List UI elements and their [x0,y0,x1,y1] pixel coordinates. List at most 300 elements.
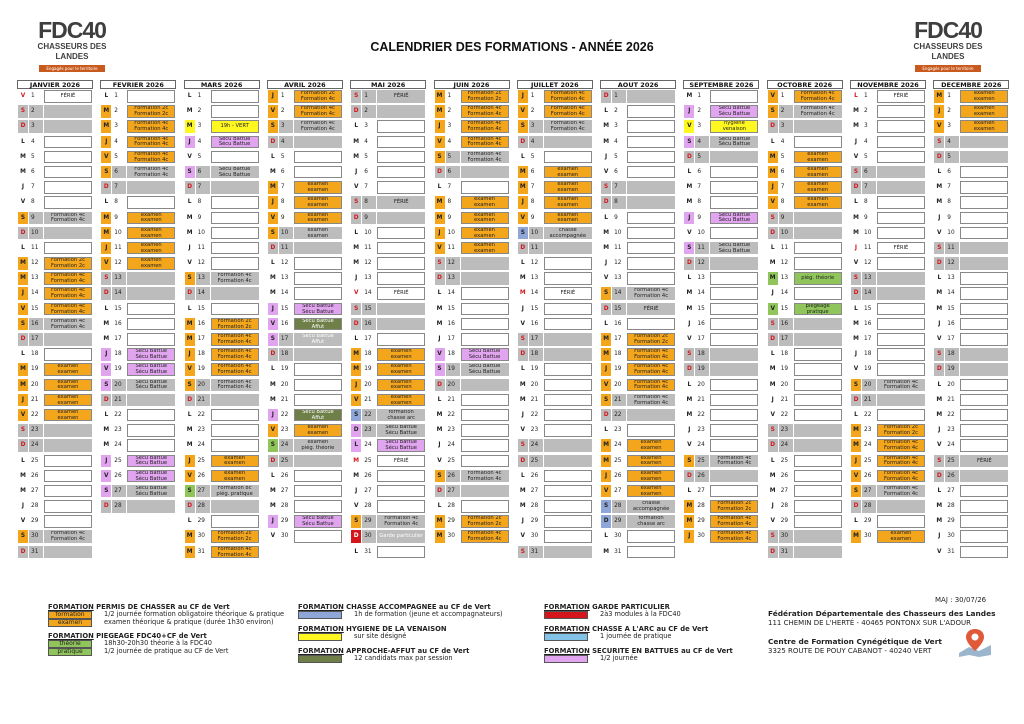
day-event[interactable] [794,470,842,483]
day-event[interactable] [960,348,1008,361]
day-event[interactable] [294,151,342,164]
day-event[interactable]: examen examen [44,394,92,407]
day-event[interactable] [377,166,425,179]
day-event[interactable] [960,379,1008,392]
day-event[interactable]: Sécu Battue Sécu Battue [127,348,175,361]
day-event[interactable]: Formation 4c Formation 4c [211,348,259,361]
day-event[interactable]: Formation 4c Formation 4c [211,546,259,559]
day-event[interactable]: Sécu Battue Sécu Battue [710,105,758,118]
day-event[interactable]: examen examen [211,455,259,468]
day-event[interactable]: Sécu Battue Sécu Battue [127,485,175,498]
day-event[interactable] [544,530,592,543]
day-event[interactable]: Formation 4c Formation 4c [544,105,592,118]
day-event[interactable]: Formation 4c Formation 4c [877,379,925,392]
day-event[interactable] [211,303,259,316]
day-event[interactable]: Formation 4c Formation 4c [461,530,509,543]
day-event[interactable] [377,333,425,346]
day-event[interactable] [794,318,842,331]
day-event[interactable] [211,287,259,300]
day-event[interactable] [44,333,92,346]
day-event[interactable]: Formation 4c Formation 4c [710,530,758,543]
day-event[interactable] [794,227,842,240]
day-event[interactable] [544,136,592,149]
day-event[interactable] [794,485,842,498]
day-event[interactable]: examen examen [794,181,842,194]
day-event[interactable] [794,212,842,225]
day-event[interactable]: examen examen [627,455,675,468]
day-event[interactable] [960,151,1008,164]
day-event[interactable]: examen examen [627,485,675,498]
day-event[interactable] [877,105,925,118]
day-event[interactable] [877,212,925,225]
day-event[interactable] [294,485,342,498]
day-event[interactable] [44,515,92,528]
day-event[interactable]: FÉRIÉ [627,303,675,316]
day-event[interactable] [960,530,1008,543]
day-event[interactable]: examen examen [377,348,425,361]
day-event[interactable] [127,409,175,422]
day-event[interactable]: examen examen [544,181,592,194]
day-event[interactable] [877,303,925,316]
day-event[interactable] [211,394,259,407]
day-event[interactable]: examen examen [294,424,342,437]
day-event[interactable] [627,166,675,179]
day-event[interactable] [544,303,592,316]
day-event[interactable]: Formation 4c Formation 4c [710,515,758,528]
day-event[interactable] [627,120,675,133]
day-event[interactable]: Formation 4c Formation 4c [794,105,842,118]
day-event[interactable]: Formation 2c Formation 2c [877,424,925,437]
day-event[interactable]: Formation 2c Formation 4c [294,90,342,103]
day-event[interactable]: Formation 4c Formation 4c [544,120,592,133]
day-event[interactable] [960,212,1008,225]
day-event[interactable]: Formation 4c Formation 4c [294,120,342,133]
day-event[interactable] [44,151,92,164]
day-event[interactable] [877,287,925,300]
day-event[interactable]: examen examen [960,105,1008,118]
day-event[interactable] [960,515,1008,528]
day-event[interactable]: FÉRIÉ [377,90,425,103]
day-event[interactable] [627,424,675,437]
day-event[interactable]: Formation 2c Formation 2c [461,515,509,528]
day-event[interactable] [544,409,592,422]
day-event[interactable] [960,318,1008,331]
day-event[interactable] [211,424,259,437]
day-event[interactable] [877,363,925,376]
day-event[interactable] [44,455,92,468]
day-event[interactable] [377,303,425,316]
day-event[interactable]: Formation 2c Formation 2c [211,530,259,543]
day-event[interactable]: Formation 4c Formation 4c [544,90,592,103]
day-event[interactable] [377,257,425,270]
day-event[interactable]: FÉRIÉ [877,242,925,255]
day-event[interactable] [794,394,842,407]
day-event[interactable] [794,348,842,361]
day-event[interactable] [461,318,509,331]
day-event[interactable]: Formation 4c Formation 4c [461,120,509,133]
day-event[interactable] [544,348,592,361]
day-event[interactable] [960,166,1008,179]
day-event[interactable] [544,242,592,255]
day-event[interactable]: Formation 4c Formation 4c [44,318,92,331]
day-event[interactable] [294,257,342,270]
day-event[interactable] [377,546,425,559]
day-event[interactable]: Formation 4c Formation 4c [627,379,675,392]
day-event[interactable] [544,363,592,376]
day-event[interactable]: piég. théorie [794,272,842,285]
day-event[interactable] [377,318,425,331]
day-event[interactable]: examen examen [794,151,842,164]
day-event[interactable] [627,318,675,331]
day-event[interactable] [377,470,425,483]
day-event[interactable] [960,409,1008,422]
day-event[interactable] [377,242,425,255]
day-event[interactable]: Formation 4c Formation 4c [294,105,342,118]
day-event[interactable]: Formation 4c Formation 4c [127,151,175,164]
day-event[interactable]: Sécu Battue Sécu Battue [127,455,175,468]
day-event[interactable] [544,455,592,468]
day-event[interactable] [294,500,342,513]
day-event[interactable] [377,485,425,498]
day-event[interactable] [461,303,509,316]
day-event[interactable]: FÉRIÉ [377,455,425,468]
day-event[interactable] [627,151,675,164]
day-event[interactable]: examen piég. théorie [294,439,342,452]
day-event[interactable]: Formation 4c Formation 4c [877,439,925,452]
day-event[interactable] [544,485,592,498]
day-event[interactable] [627,105,675,118]
day-event[interactable] [960,363,1008,376]
day-event[interactable] [960,500,1008,513]
day-event[interactable] [44,470,92,483]
day-event[interactable]: examen examen [461,196,509,209]
day-event[interactable]: piégeage pratique [794,303,842,316]
day-event[interactable] [627,90,675,103]
day-event[interactable] [544,439,592,452]
day-event[interactable] [877,318,925,331]
day-event[interactable]: examen examen [960,120,1008,133]
day-event[interactable] [960,257,1008,270]
day-event[interactable] [627,546,675,559]
day-event[interactable]: Sécu Battue Sécu Battue [710,212,758,225]
day-event[interactable] [44,196,92,209]
day-event[interactable] [44,546,92,559]
day-event[interactable] [960,485,1008,498]
day-event[interactable]: Formation 4c Formation 4c [127,166,175,179]
day-event[interactable] [794,515,842,528]
day-event[interactable] [710,227,758,240]
day-event[interactable] [44,227,92,240]
day-event[interactable] [377,151,425,164]
day-event[interactable]: Sécu Battue Sécu Battue [461,363,509,376]
day-event[interactable] [710,303,758,316]
day-event[interactable] [710,333,758,346]
day-event[interactable] [461,500,509,513]
day-event[interactable] [794,379,842,392]
day-event[interactable]: examen examen [294,227,342,240]
day-event[interactable] [544,394,592,407]
day-event[interactable] [794,455,842,468]
day-event[interactable] [627,212,675,225]
day-event[interactable]: examen examen [211,470,259,483]
day-event[interactable] [794,409,842,422]
day-event[interactable] [877,166,925,179]
day-event[interactable]: Formation 4c Formation 4c [877,470,925,483]
day-event[interactable] [794,363,842,376]
day-event[interactable]: FÉRIÉ [377,287,425,300]
day-event[interactable] [710,287,758,300]
day-event[interactable] [627,181,675,194]
day-event[interactable] [211,90,259,103]
day-event[interactable] [211,257,259,270]
day-event[interactable]: FÉRIÉ [377,196,425,209]
day-event[interactable] [960,333,1008,346]
day-event[interactable] [544,546,592,559]
day-event[interactable] [710,394,758,407]
day-event[interactable] [461,439,509,452]
day-event[interactable]: examen examen [794,196,842,209]
day-event[interactable]: formation chasse arc [377,409,425,422]
day-event[interactable] [211,500,259,513]
day-event[interactable] [127,287,175,300]
day-event[interactable] [461,394,509,407]
day-event[interactable] [127,303,175,316]
day-event[interactable] [960,272,1008,285]
day-event[interactable]: examen examen [44,363,92,376]
day-event[interactable]: formation chasse arc [627,515,675,528]
day-event[interactable]: Sécu Battue Affut [294,318,342,331]
day-event[interactable] [960,287,1008,300]
day-event[interactable] [794,424,842,437]
day-event[interactable]: Formation 4c Formation 4c [461,151,509,164]
day-event[interactable]: examen examen [294,212,342,225]
day-event[interactable]: Sécu Battue Sécu Battue [211,136,259,149]
day-event[interactable]: Formation 4c Formation 4c [127,120,175,133]
day-event[interactable] [877,181,925,194]
day-event[interactable] [211,439,259,452]
day-event[interactable] [127,439,175,452]
day-event[interactable] [710,485,758,498]
day-event[interactable]: Formation 4c Formation 4c [877,455,925,468]
day-event[interactable]: FÉRIÉ [544,287,592,300]
day-event[interactable] [44,166,92,179]
day-event[interactable]: FÉRIÉ [877,90,925,103]
day-event[interactable] [544,272,592,285]
day-event[interactable]: Formation 2c Formation 2c [211,318,259,331]
day-event[interactable] [127,500,175,513]
day-event[interactable]: examen examen [127,227,175,240]
day-event[interactable] [294,287,342,300]
day-event[interactable]: Formation 2c Formation 2c [710,500,758,513]
day-event[interactable]: Formation 4c Formation 4c [627,287,675,300]
day-event[interactable]: Formation 2c Formation 2c [461,90,509,103]
day-event[interactable] [877,227,925,240]
day-event[interactable] [627,409,675,422]
day-event[interactable]: Formation 4c Formation 4c [211,363,259,376]
day-event[interactable] [127,333,175,346]
day-event[interactable]: Formation 4c Formation 4c [627,348,675,361]
day-event[interactable] [461,287,509,300]
day-event[interactable] [794,530,842,543]
day-event[interactable] [877,196,925,209]
day-event[interactable] [211,515,259,528]
day-event[interactable]: examen examen [44,409,92,422]
day-event[interactable] [960,470,1008,483]
day-event[interactable] [627,242,675,255]
day-event[interactable]: Sécu Battue Sécu Battue [377,439,425,452]
day-event[interactable] [294,394,342,407]
day-event[interactable] [544,318,592,331]
day-event[interactable] [211,212,259,225]
day-event[interactable] [211,409,259,422]
day-event[interactable]: Formation 4c Formation 4c [211,333,259,346]
day-event[interactable] [44,242,92,255]
day-event[interactable] [710,409,758,422]
day-event[interactable]: Formation 4c Formation 4c [710,455,758,468]
day-event[interactable] [710,379,758,392]
day-event[interactable] [710,363,758,376]
day-event[interactable]: Formation 4c Formation 4c [794,90,842,103]
day-event[interactable]: Formation 4c Formation 4c [44,303,92,316]
day-event[interactable] [877,151,925,164]
day-event[interactable]: Formation 4c Formation 4c [44,272,92,285]
day-event[interactable] [960,439,1008,452]
day-event[interactable]: examen examen [544,212,592,225]
day-event[interactable] [44,348,92,361]
day-event[interactable]: examen examen [127,257,175,270]
day-event[interactable]: chasse accompagnée [627,500,675,513]
day-event[interactable]: Formation 4c Formation 4c [877,485,925,498]
day-event[interactable]: Formation 2c Formation 2c [627,333,675,346]
day-event[interactable] [461,424,509,437]
day-event[interactable] [794,439,842,452]
day-event[interactable] [627,227,675,240]
day-event[interactable] [960,181,1008,194]
day-event[interactable]: Sécu Battue Sécu Battue [211,166,259,179]
day-event[interactable]: examen examen [794,166,842,179]
day-event[interactable]: Sécu Battue Affut [294,409,342,422]
day-event[interactable] [627,196,675,209]
day-event[interactable] [294,455,342,468]
day-event[interactable] [960,424,1008,437]
day-event[interactable]: examen examen [294,181,342,194]
day-event[interactable] [960,242,1008,255]
day-event[interactable] [461,272,509,285]
day-event[interactable] [960,227,1008,240]
day-event[interactable] [877,348,925,361]
day-event[interactable] [710,272,758,285]
day-event[interactable] [294,136,342,149]
day-event[interactable] [211,196,259,209]
day-event[interactable]: 19h - VERT [211,120,259,133]
day-event[interactable] [710,90,758,103]
day-event[interactable] [710,196,758,209]
day-event[interactable] [710,181,758,194]
day-event[interactable]: Formation 4c Formation 4c [44,287,92,300]
day-event[interactable] [127,181,175,194]
day-event[interactable] [44,500,92,513]
day-event[interactable]: Sécu Battue Sécu Battue [127,379,175,392]
day-event[interactable]: Sécu Battue Sécu Battue [127,470,175,483]
day-event[interactable] [794,242,842,255]
day-event[interactable]: Sécu Battue Affut [294,333,342,346]
day-event[interactable]: examen examen [377,379,425,392]
day-event[interactable] [710,257,758,270]
day-event[interactable] [877,257,925,270]
day-event[interactable] [710,166,758,179]
day-event[interactable] [44,439,92,452]
day-event[interactable]: Formation 4c Formation 4c [461,470,509,483]
day-event[interactable]: examen examen [44,379,92,392]
day-event[interactable]: examen examen [377,394,425,407]
day-event[interactable] [211,227,259,240]
day-event[interactable]: examen examen [294,196,342,209]
day-event[interactable]: Formation 4c Formation 4c [211,272,259,285]
day-event[interactable]: Formation 4c Formation 4c [461,105,509,118]
day-event[interactable] [127,424,175,437]
day-event[interactable] [710,348,758,361]
day-event[interactable]: Sécu Battue Sécu Battue [377,424,425,437]
day-event[interactable] [294,530,342,543]
day-event[interactable] [877,333,925,346]
day-event[interactable]: Formation 4c Formation 4c [211,379,259,392]
day-event[interactable]: Formation 4c Formation 4c [127,136,175,149]
day-event[interactable] [461,379,509,392]
day-event[interactable] [960,303,1008,316]
day-event[interactable] [710,151,758,164]
day-event[interactable]: examen examen [544,196,592,209]
day-event[interactable] [877,409,925,422]
day-event[interactable] [294,363,342,376]
day-event[interactable] [294,470,342,483]
day-event[interactable] [377,227,425,240]
day-event[interactable] [544,151,592,164]
day-event[interactable] [794,257,842,270]
day-event[interactable]: examen examen [627,470,675,483]
day-event[interactable] [127,272,175,285]
day-event[interactable]: FÉRIÉ [960,455,1008,468]
day-event[interactable] [544,379,592,392]
day-event[interactable]: examen examen [127,212,175,225]
day-event[interactable] [127,90,175,103]
day-event[interactable]: Formation 4c Formation 4c [44,530,92,543]
day-event[interactable] [377,181,425,194]
day-event[interactable]: examen examen [544,166,592,179]
day-event[interactable] [44,181,92,194]
day-event[interactable] [461,257,509,270]
day-event[interactable] [794,546,842,559]
day-event[interactable]: Sécu Battue Sécu Battue [294,515,342,528]
day-event[interactable] [377,105,425,118]
day-event[interactable]: examen examen [461,212,509,225]
day-event[interactable]: examen examen [627,439,675,452]
day-event[interactable] [710,318,758,331]
day-event[interactable] [794,500,842,513]
day-event[interactable] [44,136,92,149]
day-event[interactable] [377,120,425,133]
day-event[interactable] [44,120,92,133]
day-event[interactable] [960,136,1008,149]
day-event[interactable]: examen examen [127,242,175,255]
day-event[interactable] [627,272,675,285]
day-event[interactable] [877,515,925,528]
day-event[interactable] [544,257,592,270]
day-event[interactable] [544,500,592,513]
day-event[interactable] [960,394,1008,407]
day-event[interactable] [377,212,425,225]
day-event[interactable]: Formation 4c Formation 4c [377,515,425,528]
day-event[interactable] [127,196,175,209]
